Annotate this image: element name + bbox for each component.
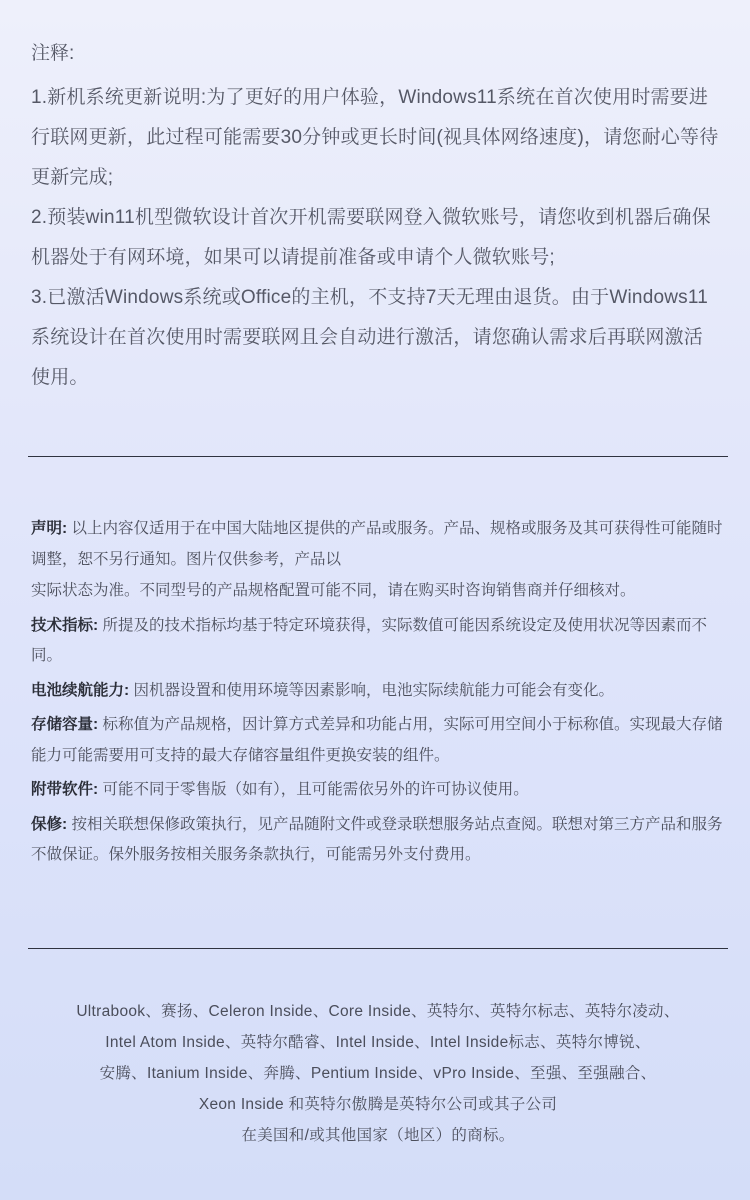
trademark-section bbox=[28, 996, 728, 1151]
notes-section bbox=[31, 40, 721, 398]
trademark-line-3: 安腾、Itanium Inside、奔腾、Pentium Inside、vPro Inside、至强、至强融合、 bbox=[99, 1065, 657, 1082]
statement-warranty-label: 保修: bbox=[31, 815, 68, 833]
statement-battery-label: 电池续航能力: bbox=[31, 681, 130, 699]
statement-storage-text: 标称值为产品规格，因计算方式差异和功能占用，实际可用空间小于标称值。实现最大存储能力可能需要用可支持的最大存储容量组件更换安装的组件。 bbox=[31, 716, 723, 764]
statements-section bbox=[31, 514, 725, 875]
statement-tech-specs bbox=[31, 611, 725, 672]
statement-tech-specs-label: 技术指标: bbox=[31, 616, 99, 634]
statement-software-label: 附带软件: bbox=[31, 781, 99, 798]
statement-battery bbox=[31, 676, 725, 707]
statement-software bbox=[31, 775, 725, 806]
statement-warranty bbox=[31, 810, 725, 871]
statement-storage-label: 存储容量: bbox=[31, 716, 99, 733]
statement-disclaimer-text: 以上内容仅适用于在中国大陆地区提供的产品或服务。产品、规格或服务及其可获得性可能随时调整，恕不另行通知。图片仅供参考，产品以 bbox=[31, 520, 723, 568]
statement-storage bbox=[31, 710, 725, 771]
statement-disclaimer bbox=[31, 514, 725, 607]
note-item-2: 2.预装win11机型微软设计首次开机需要联网登入微软账号，请您收到机器后确保机器处于有网环境，如果可以请提前准备或申请个人微软账号; bbox=[31, 207, 711, 268]
statement-warranty-text: 按相关联想保修政策执行，见产品随附文件或登录联想服务站点查阅。联想对第三方产品和服务不做保证。保外服务按相关服务条款执行，可能需另外支付费用。 bbox=[31, 815, 723, 863]
statement-disclaimer-text-2: 实际状态为准。不同型号的产品规格配置可能不同，请在购买时咨询销售商并仔细核对。 bbox=[31, 582, 636, 599]
statement-battery-text: 因机器设置和使用环境等因素影响，电池实际续航能力可能会有变化。 bbox=[129, 681, 614, 699]
note-item-1: 1.新机系统更新说明:为了更好的用户体验，Windows11系统在首次使用时需要进行联网更新，此过程可能需要30分钟或更长时间(视具体网络速度)，请您耐心等待更新完成; bbox=[31, 87, 719, 188]
trademark-line-1: Ultrabook、赛扬、Celeron Inside、Core Inside、英特尔、英特尔标志、英特尔凌动、 bbox=[76, 1003, 680, 1020]
divider-bottom bbox=[28, 948, 728, 949]
statement-disclaimer-label: 声明: bbox=[31, 520, 68, 537]
statement-tech-specs-text: 所提及的技术指标均基于特定环境获得，实际数值可能因系统设定及使用状况等因素而不同。 bbox=[31, 616, 707, 664]
statement-software-text: 可能不同于零售版（如有），且可能需依另外的许可协议使用。 bbox=[98, 781, 529, 798]
divider-top bbox=[28, 456, 728, 457]
trademark-line-4: Xeon Inside 和英特尔傲腾是英特尔公司或其子公司 bbox=[198, 1096, 558, 1113]
note-item-3: 3.已激活Windows系统或Office的主机，不支持7天无理由退货。由于Windows11系统设计在首次使用时需要联网且会自动进行激活，请您确认需求后再联网激活使用。 bbox=[31, 287, 708, 388]
notes-title: 注释: bbox=[31, 43, 75, 64]
trademark-line-2: Intel Atom Inside、英特尔酷睿、Intel Inside、Intel Inside标志、英特尔博锐、 bbox=[105, 1034, 651, 1051]
trademark-line-5: 在美国和/或其他国家（地区）的商标。 bbox=[241, 1127, 515, 1144]
